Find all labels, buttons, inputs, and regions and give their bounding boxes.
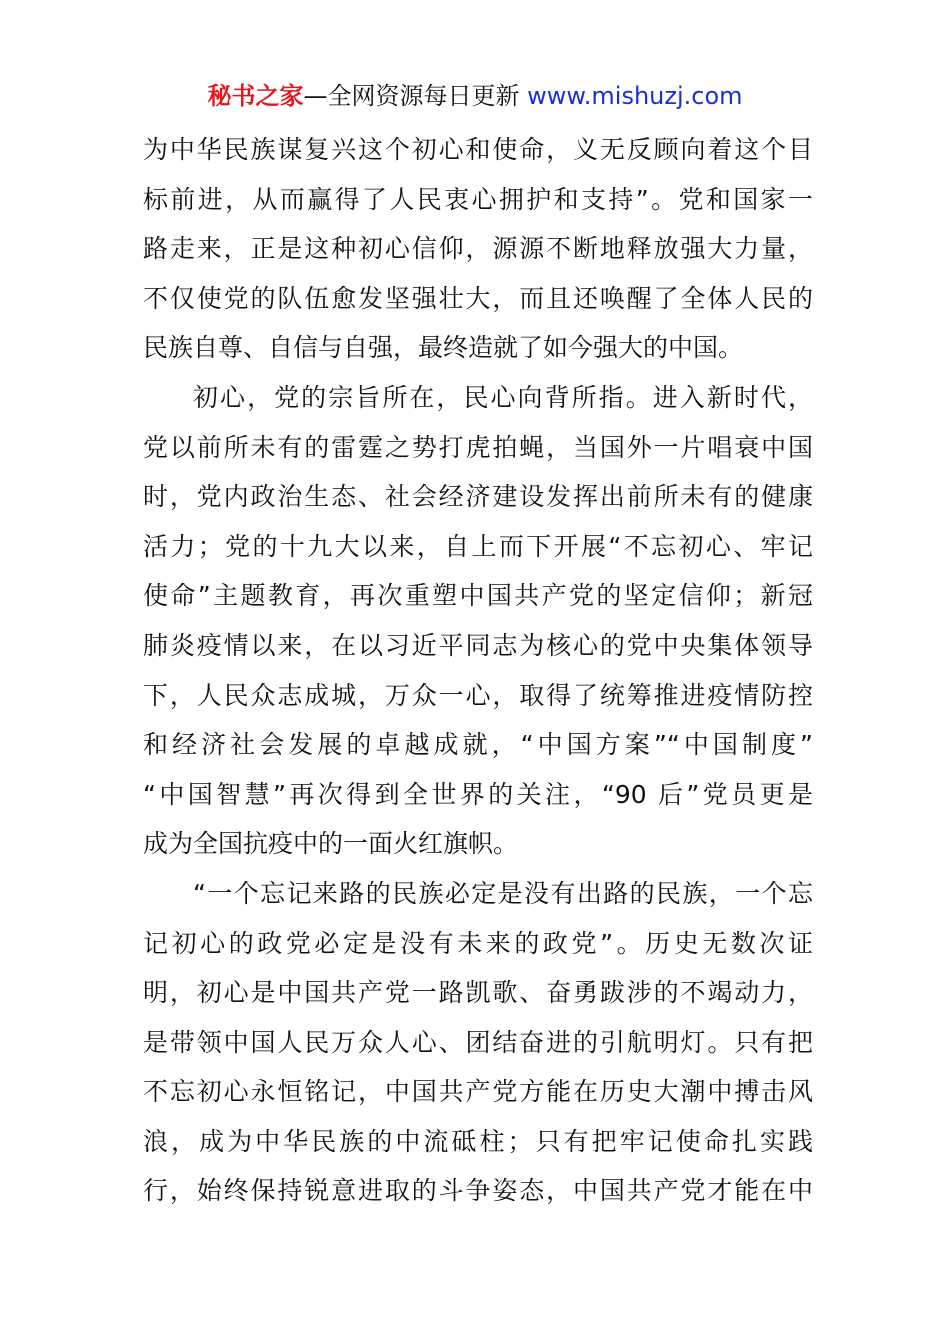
text-line: 为中华民族谋复兴这个初心和使命，义无反顾向着这个目 <box>143 135 813 164</box>
text-line: 民族自尊、自信与自强，最终造就了如今强大的中国。 <box>143 333 744 363</box>
text-line: 不仅使党的队伍愈发坚强壮大，而且还唤醒了全体人民的 <box>143 283 813 313</box>
text-line: 记初心的政党必定是没有未来的政党”。历史无数次证 <box>143 928 813 958</box>
text-line: 时，党内政治生态、社会经济建设发挥出前所未有的健康 <box>143 482 813 512</box>
text-line: 成为全国抗疫中的一面火红旗帜。 <box>143 829 519 859</box>
page-header <box>0 80 950 112</box>
document-body <box>143 125 813 1216</box>
site-tagline: —全网资源每日更新 <box>303 82 528 110</box>
text-line: 浪，成为中华民族的中流砥柱；只有把牢记使命扎实践 <box>143 1126 813 1156</box>
text-line: 不忘初心永恒铭记，中国共产党方能在历史大潮中搏击风 <box>143 1077 813 1107</box>
paragraph-first-line: “一个忘记来路的民族必定是没有出路的民族，一个忘 <box>193 878 813 908</box>
text-line: 下，人民众志成城，万众一心，取得了统筹推进疫情防控 <box>143 680 813 710</box>
text-line: 是带领中国人民万众人心、团结奋进的引航明灯。只有把 <box>143 1027 813 1057</box>
text-line: 使命”主题教育，再次重塑中国共产党的坚定信仰；新冠 <box>143 581 813 611</box>
text-line: 活力；党的十九大以来，自上而下开展“不忘初心、牢记 <box>143 531 813 561</box>
text-line: “中国智慧”再次得到全世界的关注，“90 后”党员更是 <box>143 779 813 809</box>
text-line: 标前进，从而赢得了人民衷心拥护和支持”。党和国家一 <box>143 184 813 214</box>
text-line: 行，始终保持锐意进取的斗争姿态，中国共产党才能在中 <box>143 1176 813 1206</box>
text-line: 路走来，正是这种初心信仰，源源不断地释放强大力量， <box>143 234 813 264</box>
paragraph-first-line: 初心，党的宗旨所在，民心向背所指。进入新时代， <box>193 382 813 412</box>
site-brand: 秘书之家 <box>207 82 304 110</box>
text-line: 肺炎疫情以来，在以习近平同志为核心的党中央集体领导 <box>143 630 813 660</box>
text-line: 和经济社会发展的卓越成就，“中国方案”“中国制度” <box>143 730 813 760</box>
text-line: 党以前所未有的雷霆之势打虎拍蝇，当国外一片唱衰中国 <box>143 432 813 462</box>
site-url-link[interactable]: www.mishuzj.com <box>527 82 743 110</box>
text-line: 明，初心是中国共产党一路凯歌、奋勇跋涉的不竭动力， <box>143 978 813 1008</box>
